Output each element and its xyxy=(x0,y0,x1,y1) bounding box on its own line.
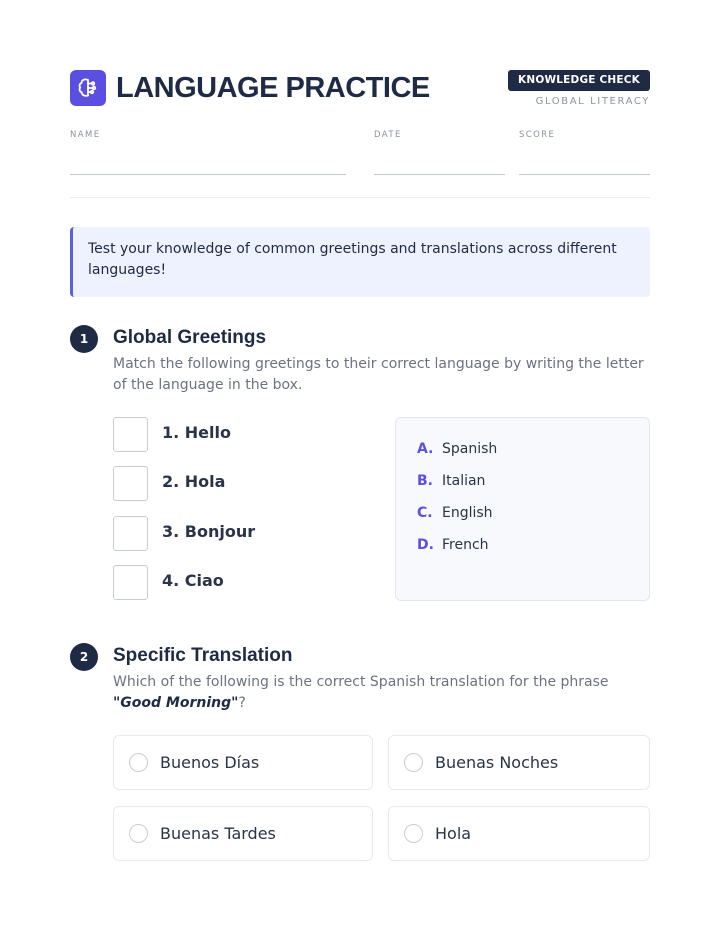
language-option xyxy=(417,441,497,457)
question-phrase: "Good Morning" xyxy=(113,695,239,711)
option-label: Italian xyxy=(442,473,486,489)
language-option xyxy=(417,537,489,553)
choice-label: Hola xyxy=(435,824,472,843)
option-label: Spanish xyxy=(442,441,498,457)
language-options-panel xyxy=(395,417,650,601)
date-label: DATE xyxy=(374,130,402,140)
knowledge-check-badge: KNOWLEDGE CHECK xyxy=(508,70,650,91)
match-item-label: 2. Hola xyxy=(162,472,226,491)
language-option xyxy=(417,505,493,521)
section-title: Global Greetings xyxy=(113,327,267,348)
page-subtitle: GLOBAL LITERACY xyxy=(535,96,650,107)
date-field[interactable] xyxy=(374,130,505,140)
language-option xyxy=(417,473,485,489)
score-field[interactable] xyxy=(519,130,650,140)
section-number: 1 xyxy=(70,325,98,353)
option-letter: D. xyxy=(417,537,434,553)
radio-button[interactable] xyxy=(129,753,148,772)
question-suffix: ? xyxy=(238,695,246,711)
answer-box[interactable] xyxy=(113,466,148,501)
option-label: French xyxy=(442,537,489,553)
answer-choice[interactable] xyxy=(388,806,650,861)
section-title: Specific Translation xyxy=(113,645,293,666)
score-label: SCORE xyxy=(519,130,556,140)
answer-box[interactable] xyxy=(113,565,148,600)
choice-label: Buenas Noches xyxy=(435,753,559,772)
score-line xyxy=(519,174,650,175)
name-label: NAME xyxy=(70,130,101,140)
section-question xyxy=(113,672,650,714)
option-letter: A. xyxy=(417,441,434,457)
match-item-label: 3. Bonjour xyxy=(162,522,256,541)
answer-box[interactable] xyxy=(113,417,148,452)
name-field[interactable] xyxy=(70,130,346,140)
intro-callout: Test your knowledge of common greetings and translations across different languages! xyxy=(70,227,650,297)
option-letter: C. xyxy=(417,505,433,521)
divider xyxy=(70,197,650,198)
choice-label: Buenos Días xyxy=(160,753,260,772)
name-line xyxy=(70,174,346,175)
choice-label: Buenas Tardes xyxy=(160,824,276,843)
match-item-label: 1. Hello xyxy=(162,423,231,442)
page-title: LANGUAGE PRACTICE xyxy=(116,72,430,104)
radio-button[interactable] xyxy=(404,753,423,772)
section-description: Match the following greetings to their correct language by writing the letter of the language in the box. xyxy=(113,356,644,393)
answer-choice[interactable] xyxy=(388,735,650,790)
question-prefix: Which of the following is the correct Spanish translation for the phrase xyxy=(113,674,609,690)
option-label: English xyxy=(442,505,493,521)
section-number: 2 xyxy=(70,643,98,671)
brain-icon xyxy=(70,70,106,106)
answer-choice[interactable] xyxy=(113,806,373,861)
answer-box[interactable] xyxy=(113,516,148,551)
match-item-label: 4. Ciao xyxy=(162,571,224,590)
header xyxy=(70,70,650,110)
answer-choice[interactable] xyxy=(113,735,373,790)
radio-button[interactable] xyxy=(129,824,148,843)
option-letter: B. xyxy=(417,473,433,489)
date-line xyxy=(374,174,505,175)
radio-button[interactable] xyxy=(404,824,423,843)
